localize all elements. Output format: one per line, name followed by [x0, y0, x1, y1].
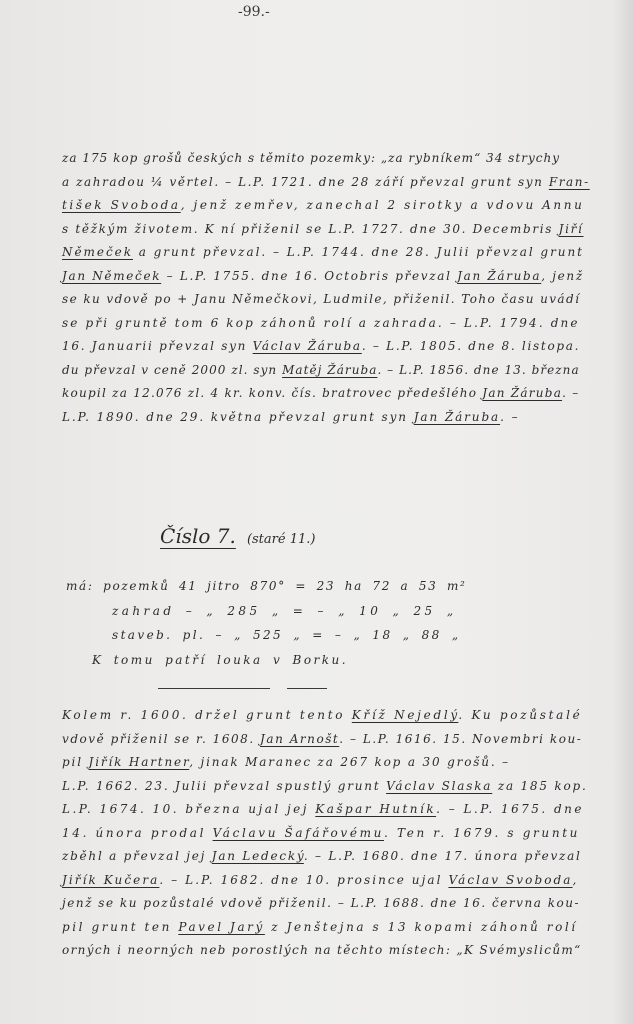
text-run: orných i neorných neb porostlých na těchto místech: „K Svémyslicům“ — [62, 943, 582, 957]
text-run: . – — [562, 386, 580, 400]
text-run: jenž se ku pozůstalé vdově přiženil. – L.P. 1688. dne 16. června kou- — [62, 896, 581, 910]
underlined-name: Václav Slaska — [386, 778, 493, 793]
underlined-name: Jiří — [558, 221, 584, 236]
underlined-name: Jiřík Hartner — [88, 755, 190, 769]
underlined-name: Jan Němeček — [62, 268, 162, 283]
text-run: , jenž — [541, 268, 584, 283]
text-run: . – L.P. 1616. 15. Novembri kou- — [339, 731, 583, 746]
text-line — [62, 848, 582, 864]
underlined-name: Jiřík Kučera — [62, 872, 160, 887]
underlined-name: Kříž Nejedlý — [351, 708, 459, 722]
text-run: zběhl a převzal jej — [62, 849, 212, 863]
text-run: pil grunt ten — [62, 919, 179, 934]
text-line — [62, 338, 580, 354]
text-line — [62, 150, 560, 166]
text-line — [62, 942, 582, 958]
underlined-name: Jan Žáruba — [482, 386, 563, 400]
text-line — [62, 197, 584, 213]
underlined-name: Fran- — [548, 174, 590, 189]
text-line — [62, 731, 582, 747]
text-run: a grunt převzal. – L.P. 1744. dne 28. Julii převzal grunt — [132, 245, 584, 259]
area-line: zahrad – „ 285 „ = – „ 10 „ 25 „ — [112, 604, 457, 618]
text-line — [62, 385, 580, 401]
text-run: za 175 kop grošů českých s těmito pozemky: „za rybníkem“ 34 strychy — [62, 151, 561, 165]
text-run: koupil za 12.076 zl. 4 kr. konv. čís. bratrovec předešlého — [62, 386, 483, 400]
text-line — [62, 778, 588, 794]
underlined-name: Kašpar Hutník — [315, 802, 437, 816]
text-run: . – L.P. 1805. dne 8. listopa. — [361, 339, 581, 353]
text-run: 14. února prodal — [62, 825, 213, 840]
text-line — [62, 174, 590, 190]
text-run: . – L.P. 1856. dne 13. března — [377, 362, 580, 377]
text-line — [62, 919, 578, 935]
text-run: , jenž zemřev, zanechal 2 sirotky a vdovu Annu — [180, 198, 585, 212]
area-line: staveb. pl. – „ 525 „ = – „ 18 „ 88 „ — [112, 628, 461, 642]
text-line — [62, 315, 580, 331]
text-run: . – — [500, 409, 520, 424]
text-line — [62, 825, 580, 841]
text-run: L.P. 1662. 23. Julii převzal spustlý grunt — [62, 778, 387, 793]
text-run: , — [572, 872, 579, 887]
text-run: – L.P. 1755. dne 16. Octobris převzal — [161, 268, 458, 283]
text-run: . – L.P. 1680. dne 17. února převzal — [303, 849, 582, 863]
text-line — [62, 362, 580, 378]
text-run: s těžkým životem. K ní přiženil se L.P. 1727. dne 30. Decembris — [62, 221, 559, 236]
text-run: vdově přiženil se r. 1608. — [62, 731, 261, 746]
text-run: L.P. 1890. dne 29. května převzal grunt syn — [62, 409, 414, 424]
text-run: a zahradou ¼ věrtel. – L.P. 1721. dne 28 září převzal grunt syn — [62, 174, 549, 189]
text-run: . Ku pozůstalé — [458, 708, 583, 722]
page-number: -99.- — [238, 4, 270, 20]
underlined-name: Jan Žáruba — [413, 409, 501, 424]
area-line: má: pozemků 41 jitro 870° = 23 ha 72 a 53 m² — [66, 579, 467, 593]
text-line — [62, 872, 578, 888]
text-line — [62, 291, 580, 307]
text-run: L.P. 1674. 10. března ujal jej — [62, 802, 316, 816]
text-line — [62, 409, 520, 425]
area-line: K tomu patří louka v Borku. — [92, 653, 349, 667]
underlined-name: Václav Žáruba — [252, 339, 362, 353]
divider-left — [158, 688, 270, 689]
text-line — [62, 221, 584, 237]
text-line — [62, 244, 584, 260]
underlined-name: Němeček — [62, 245, 133, 259]
underlined-name: Jan Ledecký — [211, 849, 304, 863]
underlined-name: tišek Svoboda — [62, 198, 181, 212]
text-run: se ku vdově po + Janu Němečkovi, Ludmile, přiženil. Toho času uvádí — [62, 292, 581, 306]
text-run: 16. Januarii převzal syn — [62, 339, 253, 353]
text-run: . Ten r. 1679. s gruntu — [384, 825, 581, 840]
underlined-name: Pavel Jarý — [178, 919, 265, 934]
text-run: za 185 kop. — [492, 778, 588, 793]
text-line — [62, 707, 582, 723]
text-line — [62, 895, 580, 911]
heading-main: Číslo 7. — [160, 524, 236, 548]
text-line — [62, 754, 510, 770]
underlined-name: Jan Žáruba — [457, 268, 542, 283]
text-run: du převzal v ceně 2000 zl. syn — [62, 362, 283, 377]
text-run: . – L.P. 1682. dne 10. prosince ujal — [159, 872, 449, 887]
underlined-name: Jan Arnošt — [260, 731, 340, 746]
text-line — [62, 268, 584, 284]
underlined-name: Matěj Žáruba — [282, 362, 378, 377]
text-line — [62, 801, 584, 817]
text-run: Kolem r. 1600. držel grunt tento — [62, 708, 352, 722]
text-run: se při gruntě tom 6 kop záhonů rolí a zahrada. – L.P. 1794. dne — [62, 315, 580, 330]
underlined-name: Václav Svoboda — [448, 872, 573, 887]
text-run: . – L.P. 1675. dne — [436, 802, 584, 816]
divider-right — [287, 688, 327, 689]
heading-sub: (staré 11.) — [246, 532, 316, 547]
text-run: z Jenštejna s 13 kopami záhonů rolí — [264, 919, 578, 934]
text-run: , jinak Maranec za 267 kop a 30 grošů. – — [189, 755, 510, 769]
section-heading — [160, 524, 315, 548]
text-run: pil — [62, 755, 89, 769]
underlined-name: Václavu Šafářovému — [212, 825, 385, 840]
